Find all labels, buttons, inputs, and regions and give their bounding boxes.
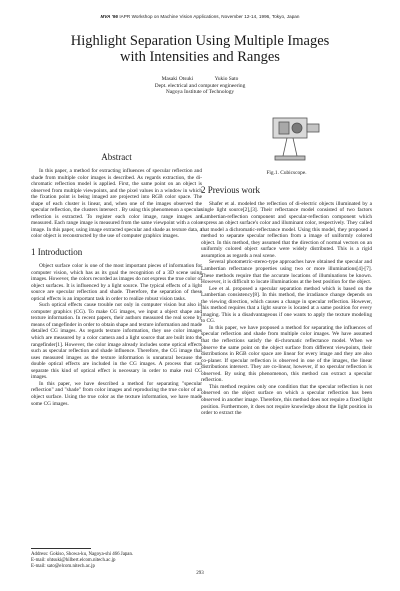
intro-paragraph-2: Such optical effects cause trouble not only in computer vision but also in computer graphics (CG). To make CG images, we input a object shape and texture information. In recent papers, their authors measured the real scene by means of rangefinder in order to obtain shape and texture information and made detailed CG images. As regards texture information, they use color images which are measured by a color camera and a light source that are built into the rangefinder[1]. However, the color image already includes some optical effects such as specular reflection and shade influence. Therefore, the CG image that uses measured images as the texture information is unnatural because the double optical effects are included in the CG images. A process that can separate this kind of optical effect is necessary in order to make real CG images. [31, 302, 202, 381]
previous-work-paragraph-3: Lee et al. proposed a specular separation method which is based on the Lambertian consistency[8]. In this method, the irradiance change depends on the viewing direction, which causes a change in specular reflection. However, this method requires that a light source is located at a same position for every imaging. This is a disadvantageous if one wants to apply the texture modeling to CG. [201, 285, 372, 325]
section-1-heading: 1 Introduction [31, 247, 83, 258]
title-line-2: with Intensities and Ranges [120, 49, 280, 65]
author-block [0, 76, 400, 96]
footnote [31, 548, 151, 569]
previous-work-paragraph-1: Shafer et al. modeled the reflection of di-electric objects illuminated by a single light source[2],[3]. Their reflectance model consisted of two factors Lambertian-reflection component and specular-reflection component which express an object surface's color and illuminant color, respectively. They called that model a dichromatic-reflectance model. Using this model, they proposed a method to separate specular reflection from a image of uniformly colored object. In this method, they assumed that the direction of normal vectors on an uniformly colored object surface were widely distributed. This is a rigid assumption as regards a real scene. [201, 200, 372, 259]
title-line-1: Highlight Separation Using Multiple Images [70, 33, 330, 49]
abstract-text: In this paper, a method for extracting influences of specular reflection and shade from multiple color images is described. As regards extraction, the di-chromatic reflection model is applied. First, the same point on an object is observed from multiple viewpoints, and the pixel values in a window in which the fixation point is being imaged are projected into RGB color space. The shape of each cluster is linear, and, when one of the images observed the specular reflection, the clusters intersect . By using this phenomenon a specular reflection is extracted. To register each color image, range images are measured. Each range image is measured from the same viewpoint with a color image. In this paper, using image extracted specular and shade as texture data, a color object is reconstructed by the use of computer graphics images. [31, 168, 202, 240]
author-institute: Nagoya Institute of Technology [165, 89, 235, 96]
abstract-heading: Abstract [101, 152, 132, 162]
previous-work-paragraph-5: This method requires only one condition that the specular reflection is not observed on the object surface on which a specular reflection has been observed in another image. Therefore, this method does not require a fixed light position. Furthermore, it does not require knowledge about the light position in order to extract the [201, 383, 372, 417]
footnote-address: Address: Gokiso, Showa-ku, Nagoya-shi 466 Japan. [31, 552, 134, 557]
intro-paragraph-3: In this paper, we have described a method for separating "specular reflection" and "shade" from color images and reproducing the true color of an object surface. Using the true color as the texture information, we have made some CG images. [31, 380, 202, 407]
venue-details: IAPR Workshop on Machine Vision Applications, November 12-14, 1996, Tokyo, Japan [119, 14, 300, 19]
footnote-rule [31, 548, 91, 549]
author-names [0, 76, 400, 83]
footnote-email-1: E-mail: ohtsuki@hilbert.elcom.nitech.ac.jp [31, 557, 116, 563]
previous-work-paragraph-2: Several photometric-stereo-type approaches have obtained the specular and Lambertian reflectance properties using two or more illuminations[4]-[7]. These methods require that the accurate locations of illuminations be known. However, it is difficult to locate illuminations at the best position for the object. [201, 259, 372, 286]
footnote-email-2: E-mail: sato@elcom.nitech.ac.jp [31, 563, 95, 569]
left-column [31, 110, 202, 407]
author-1: Masaki Otsuki [161, 76, 194, 82]
previous-work-paragraph-4: In this paper, we have proposed a method for separating the influences of specular reflection and shade from multiple color images. We have assumed that the reflections satisfy the di-chromatic reflectance model. When we observe the same point on the object surface from different viewpoints, their distributions in RGB color space are linear for every image and they are also co-planer. If specular reflection is observed in one of the images, the linear distributions intersect. They are co-linear, however, if no specular reflection is observed. By using this phenomenon, this method can extract a specular reflection. [201, 324, 372, 384]
venue-header [0, 14, 400, 19]
page-number: 293 [196, 571, 204, 576]
venue-name: MVA '96 [100, 14, 118, 19]
paper-title [0, 33, 400, 65]
section-2-heading: 2 Previous work [201, 184, 260, 195]
intro-paragraph-1: Object surface color is one of the most important pieces of information for computer vision, which has as its goal the recognition of a 3D scene using images. However, the colors recorded as images do not express the true color of object surfaces. It is influenced by a light source. The typical effects of a light source are specular reflection and shade. Therefore, the separation of these optical effects is an important task in order to realize robust vision tasks. [31, 263, 202, 302]
author-department: Dept. electrical and computer engineering [154, 82, 246, 89]
figure-cubicscope [201, 110, 372, 168]
cubicscope-illustration [201, 110, 372, 168]
figure-caption: Fig.1. Cubicscope. [266, 170, 307, 176]
right-column [201, 110, 372, 417]
author-2: Yukio Sato [214, 76, 239, 82]
